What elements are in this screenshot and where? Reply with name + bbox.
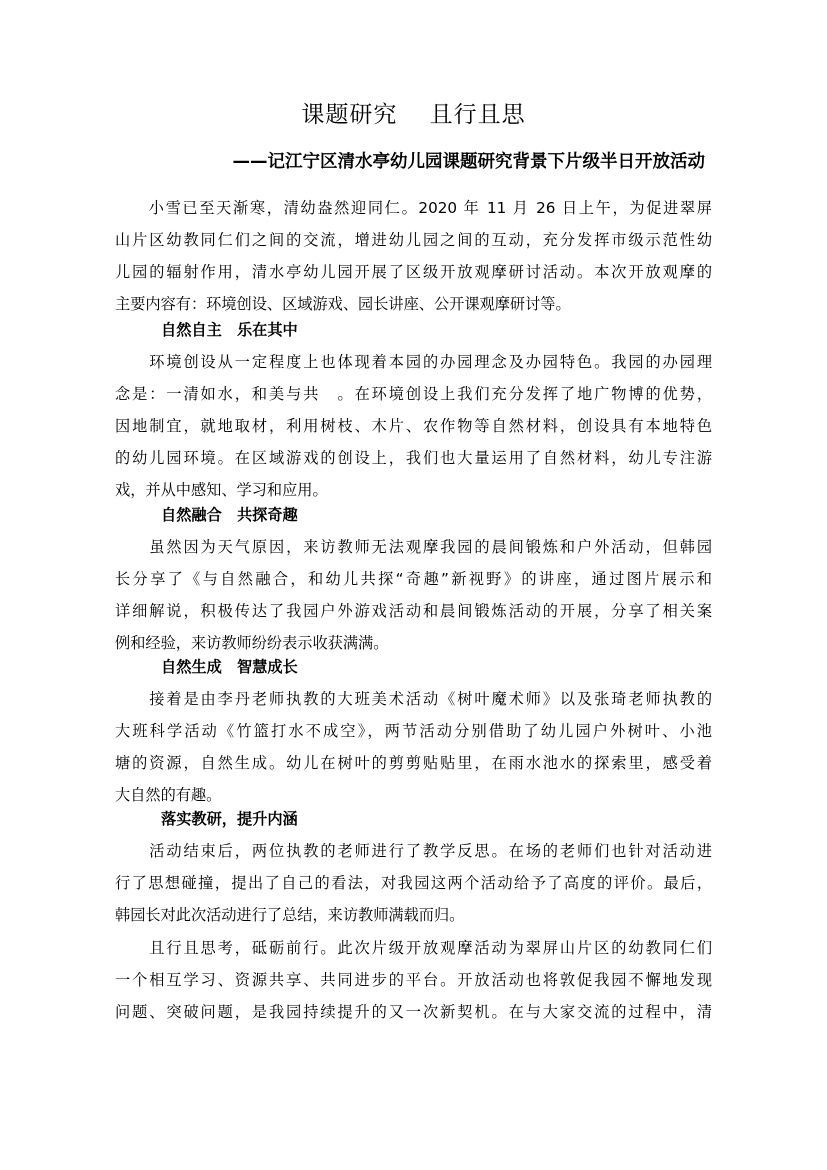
intro-paragraph <box>115 192 712 320</box>
text-line: 问题、突破问题，是我园持续提升的又一次新契机。在与大家交流的过程中，清 <box>115 1003 712 1021</box>
text-line: 山片区幼教同仁们之间的交流，增进幼儿园之间的互动，充分发挥市级示范性幼 <box>115 231 712 249</box>
text-line: 戏，并从中感知、学习和应用。 <box>115 481 328 499</box>
text-line: 接着是由李丹老师执教的大班美术活动《树叶魔术师》以及张琦老师执教的 <box>115 690 712 708</box>
text-line: 长分享了《与自然融合，和幼儿共探“奇趣”新视野》的讲座，通过图片展示和 <box>115 570 712 588</box>
text-line: 一个相互学习、资源共享、共同进步的平台。开放活动也将敦促我园不懈地发现 <box>115 971 712 989</box>
section-paragraph <box>115 531 712 659</box>
text-line: 主要内容有：环境创设、区域游戏、园长讲座、公开课观摩研讨等。 <box>115 295 571 313</box>
text-line: 大班科学活动《竹篮打水不成空》，两节活动分别借助了幼儿园户外树叶、小池 <box>115 722 712 740</box>
text-line: 念是：一清如水，和美与共 。在环境创设上我们充分发挥了地广物博的优势， <box>115 385 712 403</box>
text-line: 行了思想碰撞，提出了自己的看法，对我园这两个活动给予了高度的评价。最后， <box>115 874 712 892</box>
section-paragraph <box>115 683 712 811</box>
section-heading: 自然自主 乐在其中 <box>161 321 298 339</box>
section-heading: 落实教研，提升内涵 <box>161 810 298 828</box>
text-line: 且行且思考，砥砺前行。此次片级开放观摩活动为翠屏山片区的幼教同仁们 <box>115 939 712 957</box>
text-line: 环境创设从一定程度上也体现着本园的办园理念及办园特色。我园的办园理 <box>115 353 712 371</box>
closing-paragraph <box>115 932 712 1028</box>
text-line: 详细解说，积极传达了我园户外游戏活动和晨间锻炼活动的开展，分享了相关案 <box>115 602 712 620</box>
text-line: 因地制宜，就地取材，利用树枝、木片、农作物等自然材料，创设具有本地特色 <box>115 417 712 435</box>
section-heading: 自然生成 智慧成长 <box>161 658 298 676</box>
document-title: 课题研究 且行且思 <box>301 102 526 128</box>
text-line: 儿园的辐射作用，清水亭幼儿园开展了区级开放观摩研讨活动。本次开放观摩的 <box>115 263 712 281</box>
text-line: 塘的资源，自然生成。幼儿在树叶的剪剪贴贴里，在雨水池水的探索里，感受着 <box>115 754 712 772</box>
text-line: 小雪已至天渐寒，清幼盎然迎同仁。2020 年 11 月 26 日上午，为促进翠屏 <box>115 199 712 217</box>
text-line: 大自然的有趣。 <box>115 786 222 804</box>
document-subtitle: ——记江宁区清水亭幼儿园课题研究背景下片级半日开放活动 <box>232 152 705 172</box>
text-line: 韩园长对此次活动进行了总结，来访教师满载而归。 <box>115 906 465 924</box>
text-line: 活动结束后，两位执教的老师进行了教学反思。在场的老师们也针对活动进 <box>115 842 712 860</box>
section-paragraph <box>115 346 712 506</box>
section-heading: 自然融合 共探奇趣 <box>161 506 298 524</box>
section-paragraph <box>115 835 712 931</box>
text-line: 例和经验，来访教师纷纷表示收获满满。 <box>115 634 389 652</box>
text-line: 的幼儿园环境。在区域游戏的创设上，我们也大量运用了自然材料，幼儿专注游 <box>115 449 712 467</box>
text-line: 虽然因为天气原因，来访教师无法观摩我园的晨间锻炼和户外活动，但韩园 <box>115 538 712 556</box>
